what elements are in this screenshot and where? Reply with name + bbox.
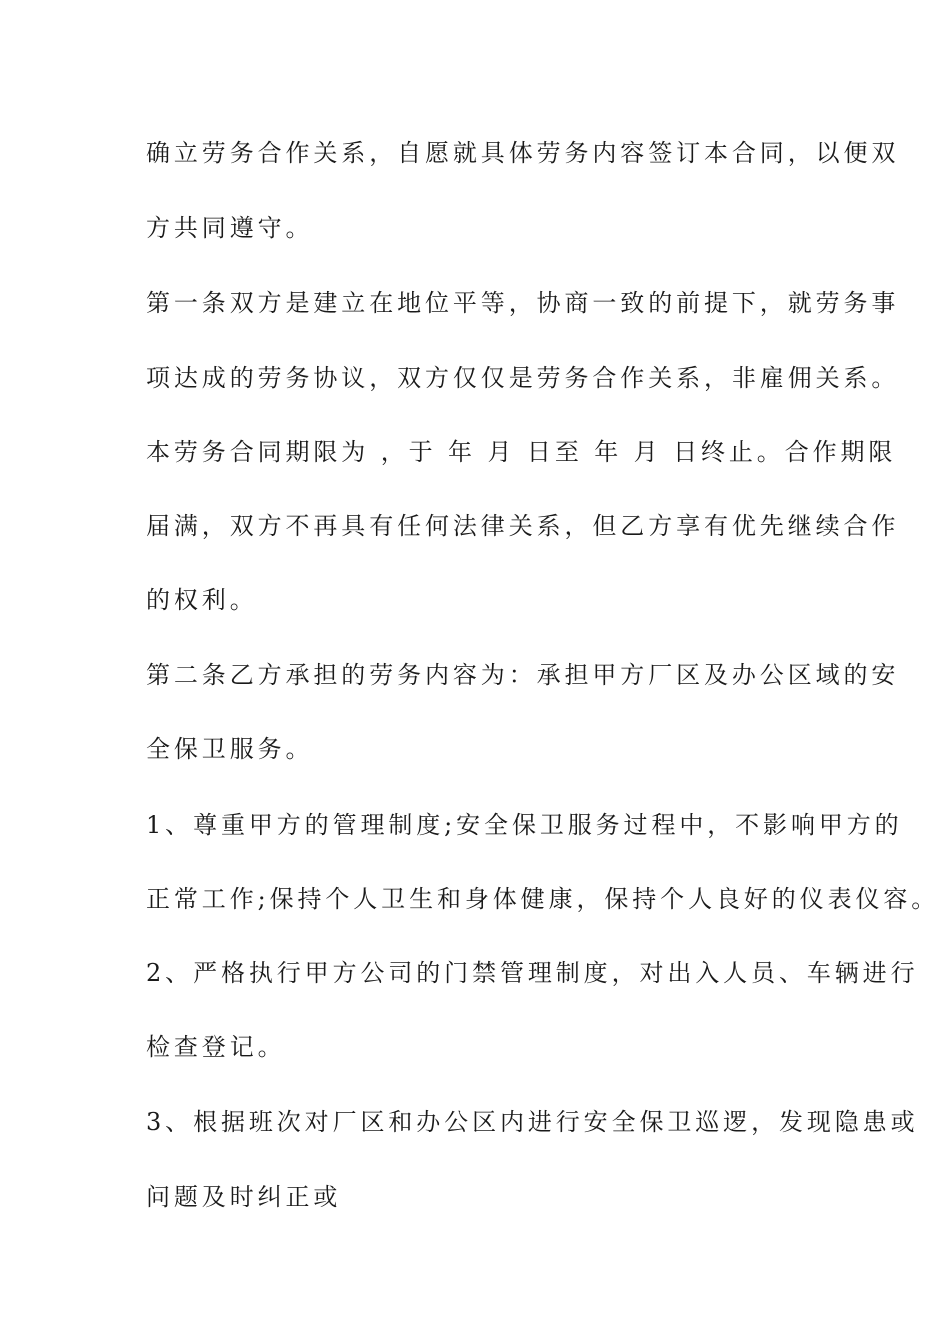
text-line: 项达成的劳务协议，双方仅仅是劳务合作关系，非雇佣关系。 (146, 364, 900, 392)
text-line: 确立劳务合作关系，自愿就具体劳务内容签订本合同，以便双 (146, 139, 900, 167)
text-line: 届满，双方不再具有任何法律关系，但乙方享有优先继续合作 (146, 512, 900, 540)
text-line: 3、根据班次对厂区和办公区内进行安全保卫巡逻，发现隐患或 (146, 1108, 919, 1136)
text-line: 正常工作;保持个人卫生和身体健康，保持个人良好的仪表仪容。 (146, 885, 940, 913)
text-line: 2、严格执行甲方公司的门禁管理制度，对出入人员、车辆进行 (146, 959, 919, 987)
text-line: 的权利。 (146, 586, 258, 614)
text-line: 本劳务合同期限为 ，于 年 月 日至 年 月 日终止。合作期限 (146, 438, 897, 466)
text-line: 全保卫服务。 (146, 735, 314, 763)
text-line: 1、尊重甲方的管理制度;安全保卫服务过程中，不影响甲方的 (146, 811, 903, 839)
text-line: 方共同遵守。 (146, 214, 314, 242)
text-line: 第一条双方是建立在地位平等，协商一致的前提下，就劳务事 (146, 289, 900, 317)
text-line: 检查登记。 (146, 1033, 286, 1061)
text-line: 第二条乙方承担的劳务内容为：承担甲方厂区及办公区域的安 (146, 661, 900, 689)
text-line: 问题及时纠正或 (146, 1183, 342, 1211)
